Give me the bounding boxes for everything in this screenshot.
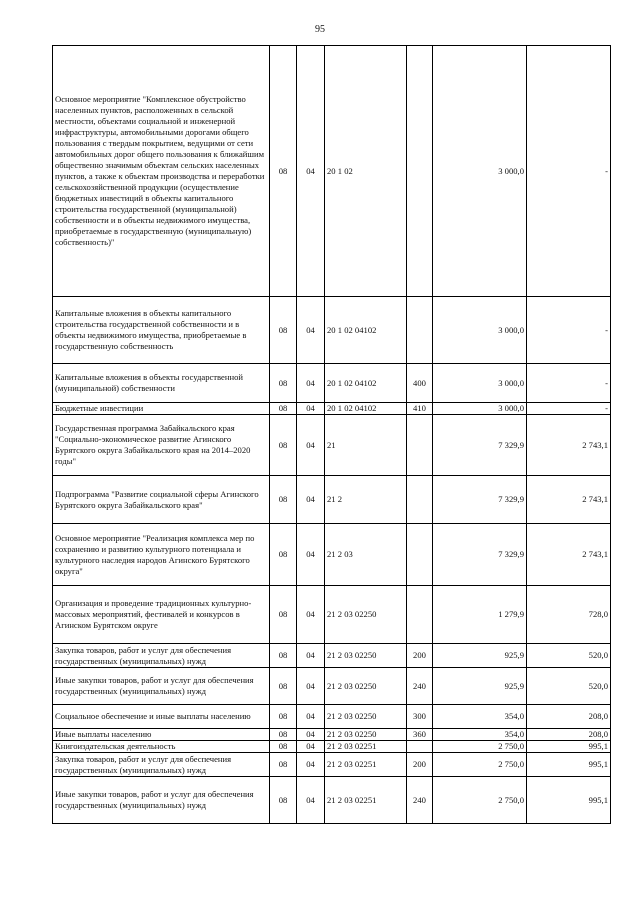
row-subsection: 04 [297,644,325,668]
row-section: 08 [270,476,297,524]
row-expense-type: 360 [407,729,433,741]
row-name: Капитальные вложения в объекты государственной (муниципальной) собственности [53,364,270,403]
row-section: 08 [270,415,297,476]
row-amount-1: 354,0 [433,705,527,729]
row-subsection: 04 [297,753,325,777]
row-name: Закупка товаров, работ и услуг для обеспечения государственных (муниципальных) нужд [53,753,270,777]
table-row [53,524,611,586]
row-expense-type: 240 [407,777,433,824]
table-row [53,476,611,524]
row-amount-1: 354,0 [433,729,527,741]
row-section: 08 [270,753,297,777]
table-row [53,644,611,668]
row-name: Иные закупки товаров, работ и услуг для обеспечения государственных (муниципальных) нужд [53,668,270,705]
row-target-code: 21 2 [325,476,407,524]
row-subsection: 04 [297,586,325,644]
row-target-code: 21 2 03 02251 [325,753,407,777]
table-row [53,668,611,705]
row-amount-2: - [527,403,611,415]
row-name: Подпрограмма "Развитие социальной сферы Агинского Бурятского округа Забайкальского края" [53,476,270,524]
row-section: 08 [270,403,297,415]
table-row [53,415,611,476]
row-amount-1: 7 329,9 [433,415,527,476]
row-expense-type: 300 [407,705,433,729]
row-target-code: 21 2 03 02250 [325,586,407,644]
row-subsection: 04 [297,403,325,415]
row-amount-1: 925,9 [433,668,527,705]
table-row [53,729,611,741]
row-name: Социальное обеспечение и иные выплаты населению [53,705,270,729]
row-amount-2: 995,1 [527,741,611,753]
row-amount-2: 520,0 [527,644,611,668]
row-target-code: 20 1 02 04102 [325,297,407,364]
row-amount-2: - [527,364,611,403]
row-section: 08 [270,668,297,705]
row-amount-2: 2 743,1 [527,415,611,476]
row-amount-2: 2 743,1 [527,476,611,524]
row-target-code: 21 2 03 02251 [325,741,407,753]
page-number: 95 [315,24,325,35]
row-amount-1: 3 000,0 [433,297,527,364]
row-amount-2: - [527,297,611,364]
row-subsection: 04 [297,297,325,364]
row-subsection: 04 [297,524,325,586]
row-expense-type [407,524,433,586]
row-subsection: 04 [297,705,325,729]
row-amount-1: 1 279,9 [433,586,527,644]
row-subsection: 04 [297,46,325,297]
row-target-code: 21 2 03 02250 [325,644,407,668]
row-subsection: 04 [297,741,325,753]
row-section: 08 [270,524,297,586]
row-section: 08 [270,729,297,741]
row-subsection: 04 [297,476,325,524]
row-expense-type [407,586,433,644]
row-subsection: 04 [297,415,325,476]
row-section: 08 [270,705,297,729]
row-amount-2: 208,0 [527,705,611,729]
row-target-code: 20 1 02 04102 [325,364,407,403]
row-target-code: 20 1 02 [325,46,407,297]
row-expense-type [407,297,433,364]
row-subsection: 04 [297,364,325,403]
row-target-code: 21 2 03 02251 [325,777,407,824]
table-row [53,46,611,297]
row-name: Основное мероприятие "Комплексное обустройство населенных пунктов, расположенных в сельской местности, объектами социальной и инженерной инфраструктуры, автомобильными дорогами общего пользования с твердым покрытием, ведущими от сети автомобильных дорог общего пользования к ближайшим общественно значимым объектам сельских населенных пунктов, а также к объектам производства и переработки сельскохозяйственной продукции (осуществление бюджетных инвестиций в объекты капитального строительства государственной (муниципальной) собственности и в объекты недвижимого имущества, приобретаемые в государственную (муниципальную) собственность)" [53,46,270,297]
row-amount-1: 2 750,0 [433,741,527,753]
row-amount-1: 2 750,0 [433,777,527,824]
row-target-code: 21 2 03 [325,524,407,586]
row-section: 08 [270,364,297,403]
table-row [53,741,611,753]
row-amount-1: 2 750,0 [433,753,527,777]
row-name: Книгоиздательская деятельность [53,741,270,753]
budget-table [52,45,611,824]
row-amount-1: 3 000,0 [433,364,527,403]
row-target-code: 21 2 03 02250 [325,668,407,705]
row-name: Закупка товаров, работ и услуг для обеспечения государственных (муниципальных) нужд [53,644,270,668]
row-target-code: 21 [325,415,407,476]
row-amount-2: 995,1 [527,753,611,777]
row-name: Иные выплаты населению [53,729,270,741]
row-amount-1: 7 329,9 [433,476,527,524]
row-section: 08 [270,741,297,753]
row-expense-type: 200 [407,753,433,777]
row-amount-1: 7 329,9 [433,524,527,586]
row-subsection: 04 [297,668,325,705]
row-expense-type [407,476,433,524]
row-name: Бюджетные инвестиции [53,403,270,415]
table-row [53,297,611,364]
row-amount-1: 3 000,0 [433,46,527,297]
row-name: Организация и проведение традиционных культурно-массовых мероприятий, фестивалей и конкурсов в Агинском Бурятском округе [53,586,270,644]
row-name: Иные закупки товаров, работ и услуг для обеспечения государственных (муниципальных) нужд [53,777,270,824]
table-row [53,777,611,824]
row-amount-2: 728,0 [527,586,611,644]
row-amount-2: 208,0 [527,729,611,741]
row-amount-2: - [527,46,611,297]
row-target-code: 21 2 03 02250 [325,705,407,729]
row-expense-type: 200 [407,644,433,668]
table-row [53,364,611,403]
row-expense-type: 410 [407,403,433,415]
row-expense-type: 240 [407,668,433,705]
row-subsection: 04 [297,777,325,824]
row-section: 08 [270,297,297,364]
row-expense-type [407,46,433,297]
row-amount-1: 3 000,0 [433,403,527,415]
row-amount-2: 520,0 [527,668,611,705]
row-section: 08 [270,586,297,644]
table-body [53,46,611,824]
row-amount-2: 2 743,1 [527,524,611,586]
table-row [53,586,611,644]
table-row [53,753,611,777]
row-name: Государственная программа Забайкальского края "Социально-экономическое развитие Агинского Бурятского округа Забайкальского края на 2014–2020 годы" [53,415,270,476]
row-amount-1: 925,9 [433,644,527,668]
row-name: Основное мероприятие "Реализация комплекса мер по сохранению и развитию культурного потенциала и культурного наследия народов Агинского Бурятского округа" [53,524,270,586]
row-expense-type [407,741,433,753]
row-target-code: 20 1 02 04102 [325,403,407,415]
row-section: 08 [270,777,297,824]
row-target-code: 21 2 03 02250 [325,729,407,741]
row-expense-type: 400 [407,364,433,403]
row-subsection: 04 [297,729,325,741]
table-row [53,705,611,729]
row-expense-type [407,415,433,476]
row-amount-2: 995,1 [527,777,611,824]
table-row [53,403,611,415]
row-section: 08 [270,644,297,668]
row-section: 08 [270,46,297,297]
row-name: Капитальные вложения в объекты капитального строительства государственной собственности и в объекты недвижимого имущества, приобретаемые в государственную собственность [53,297,270,364]
